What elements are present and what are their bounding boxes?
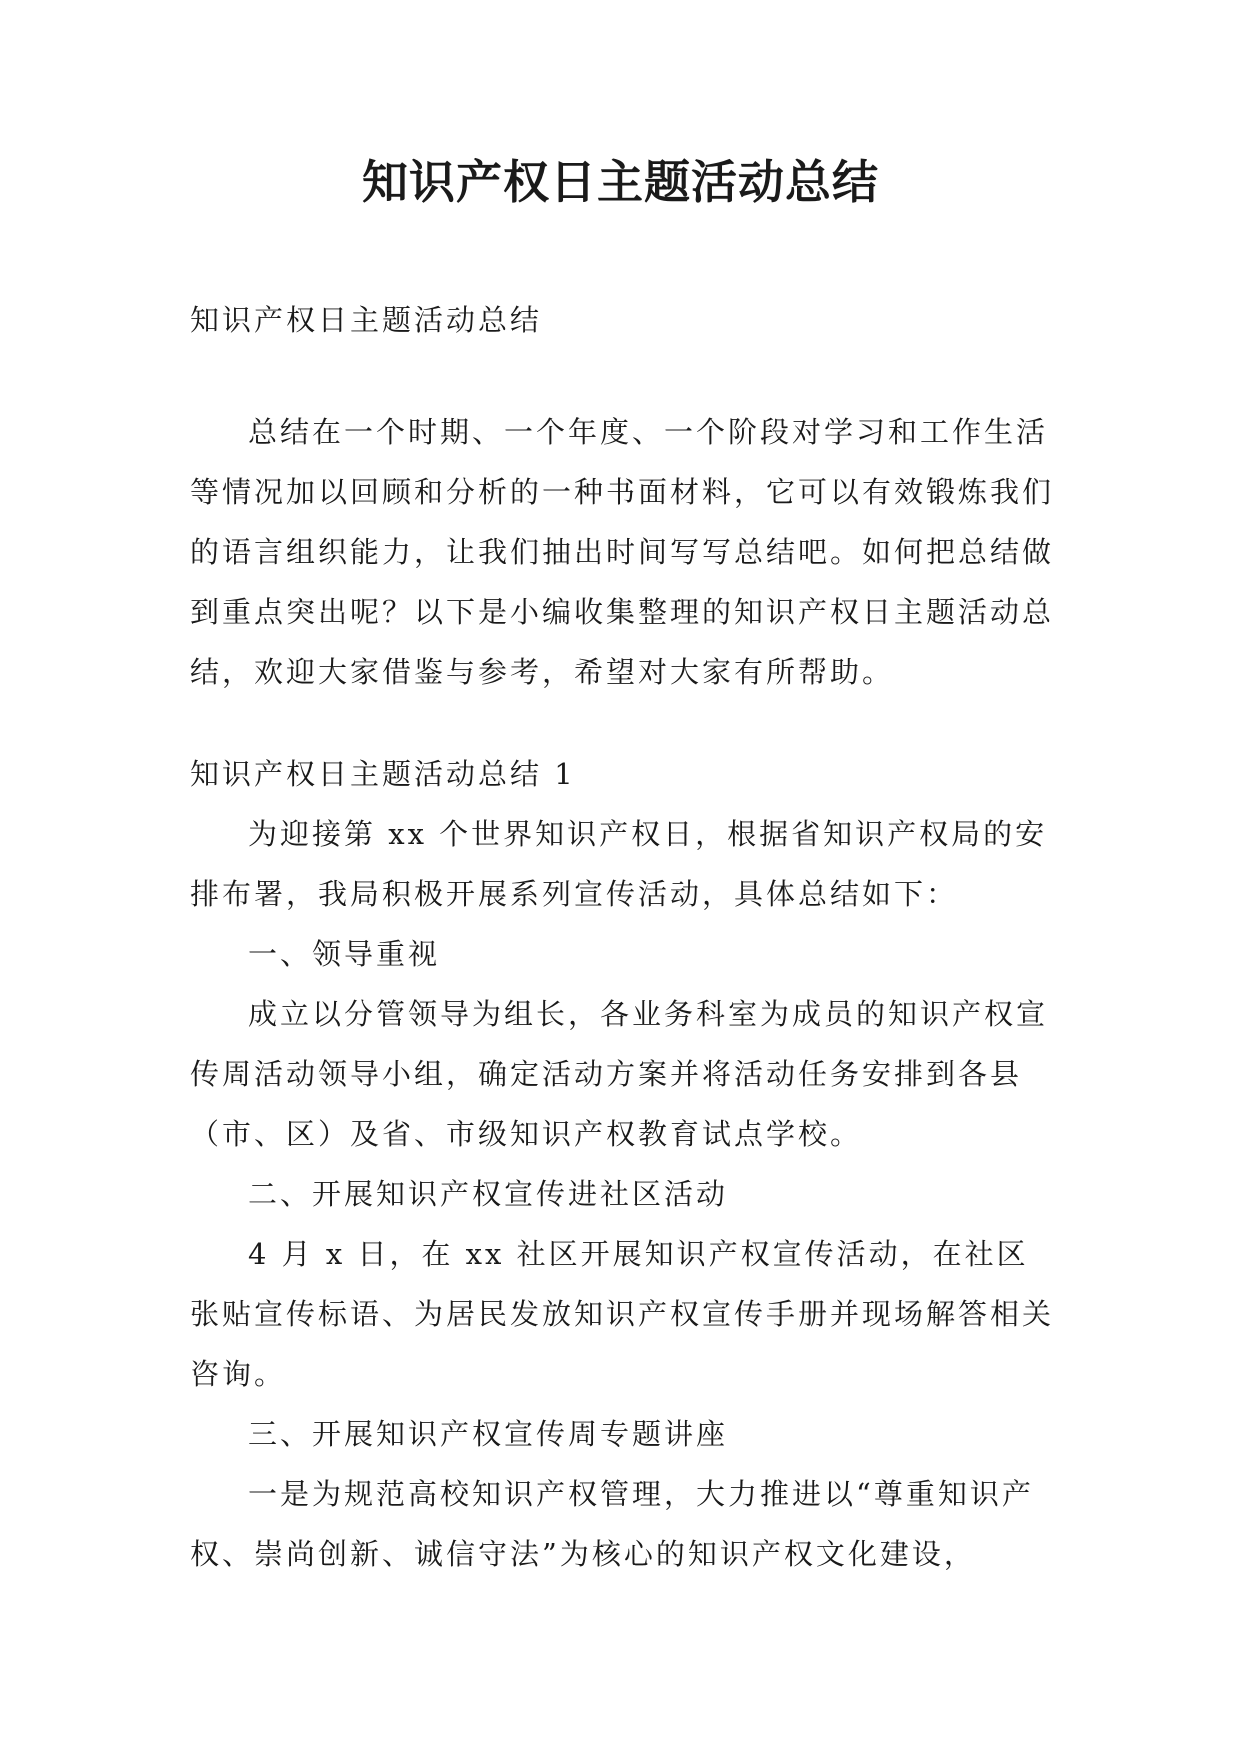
document-body xyxy=(190,290,1060,1584)
section-paragraph: 为迎接第 xx 个世界知识产权日，根据省知识产权局的安排布署，我局积极开展系列宣传活动，具体总结如下： xyxy=(190,817,1048,911)
point-body-3: 一是为规范高校知识产权管理，大力推进以“尊重知识产权、崇尚创新、诚信守法”为核心的知识产权文化建设， xyxy=(190,1477,1034,1571)
document-title: 知识产权日主题活动总结 xyxy=(362,155,879,209)
point-heading-3: 三、开展知识产权宣传周专题讲座 xyxy=(248,1417,729,1451)
point-heading-1: 一、领导重视 xyxy=(248,937,441,971)
point-body-1: 成立以分管领导为组长，各业务科室为成员的知识产权宣传周活动领导小组，确定活动方案并将活动任务安排到各县（市、区）及省、市级知识产权教育试点学校。 xyxy=(190,997,1049,1151)
section-heading: 知识产权日主题活动总结 1 xyxy=(190,757,576,791)
point-body-2: 4 月 x 日，在 xx 社区开展知识产权宣传活动，在社区张贴宣传标语、为居民发放知识产权宣传手册并现场解答相关咨询。 xyxy=(190,1237,1055,1391)
point-heading-2: 二、开展知识产权宣传进社区活动 xyxy=(248,1177,729,1211)
intro-paragraph: 总结在一个时期、一个年度、一个阶段对学习和工作生活等情况加以回顾和分析的一种书面材料，它可以有效锻炼我们的语言组织能力，让我们抽出时间写写总结吧。如何把总结做到重点突出呢？以下是小编收集整理的知识产权日主题活动总结，欢迎大家借鉴与参考，希望对大家有所帮助。 xyxy=(190,415,1055,689)
document-subtitle: 知识产权日主题活动总结 xyxy=(190,303,543,337)
